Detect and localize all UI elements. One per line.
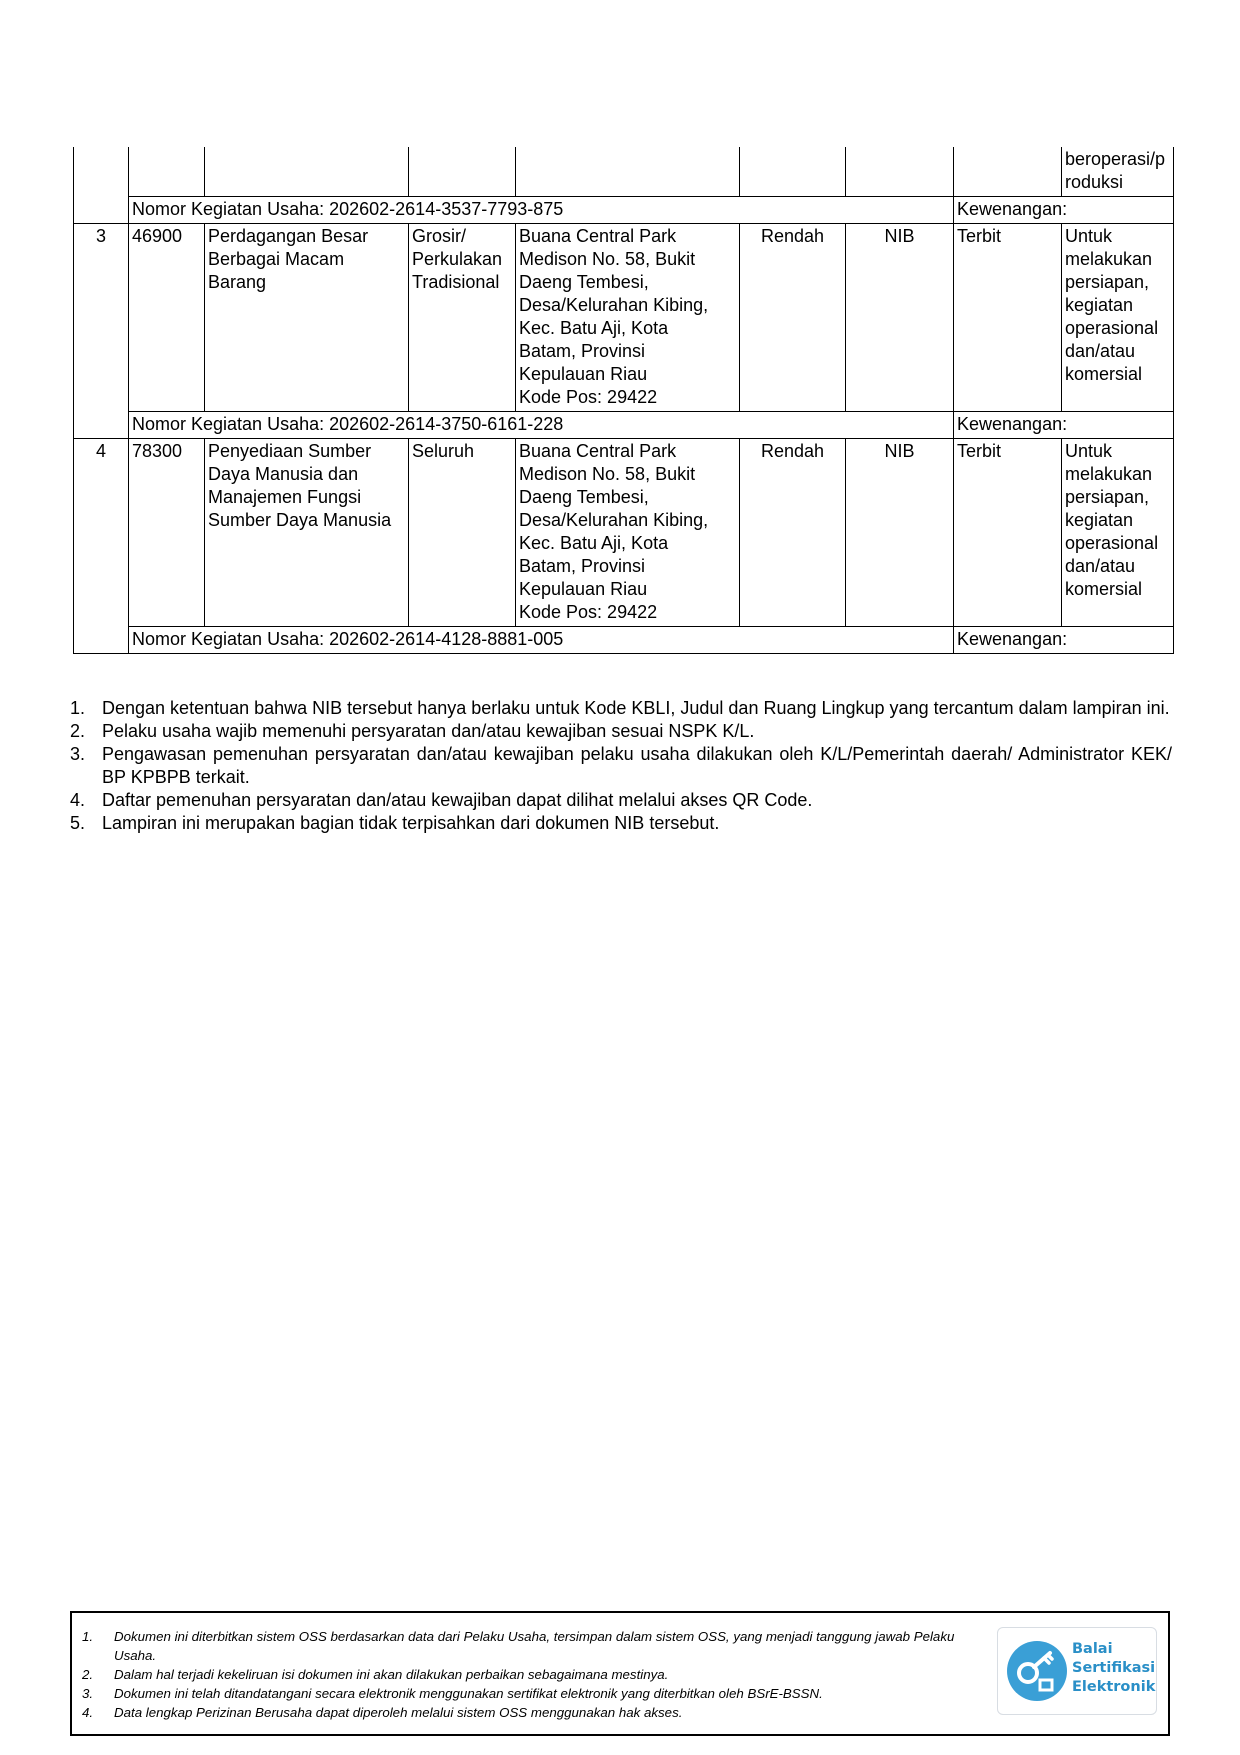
cell-purpose: Untuk melakukan persiapan, kegiatan operasional dan/atau komersial <box>1062 224 1174 412</box>
bsre-emblem-icon <box>1006 1640 1068 1702</box>
footer-item <box>82 1703 982 1722</box>
cell-title: Penyediaan Sumber Daya Manusia dan Manajemen Fungsi Sumber Daya Manusia <box>205 439 409 627</box>
footer-item-text: Dalam hal terjadi kekeliruan isi dokumen ini akan dilakukan perbaikan sebagaimana mestinya. <box>114 1667 669 1682</box>
footer-disclaimer-list <box>82 1627 982 1722</box>
note-item <box>70 697 1172 720</box>
note-number: 4. <box>70 790 86 810</box>
note-item <box>70 743 1172 789</box>
cell-status <box>954 147 1062 197</box>
note-number: 2. <box>70 721 86 741</box>
cell-kbli <box>129 147 205 197</box>
cell-permit-type: NIB <box>846 224 954 412</box>
cell-activity-number: Nomor Kegiatan Usaha: 202602-2614-4128-8881-005 <box>129 627 954 654</box>
note-number: 1. <box>70 698 86 718</box>
note-text: Daftar pemenuhan persyaratan dan/atau kewajiban dapat dilihat melalui akses QR Code. <box>102 790 813 810</box>
cell-address <box>516 147 740 197</box>
cell-purpose: Untuk melakukan persiapan, kegiatan operasional dan/atau komersial <box>1062 439 1174 627</box>
cell-no: 3 <box>74 224 129 439</box>
cell-scope <box>409 147 516 197</box>
table-row <box>74 439 1174 627</box>
footer-item-text: Dokumen ini diterbitkan sistem OSS berdasarkan data dari Pelaku Usaha, tersimpan dalam sistem OSS, yang menjadi tanggung jawab Pelaku Usaha. <box>114 1629 955 1663</box>
cell-activity-number: Nomor Kegiatan Usaha: 202602-2614-3537-7793-875 <box>129 197 954 224</box>
table-row-continuation <box>74 147 1174 197</box>
footer-item-number: 4. <box>82 1705 94 1720</box>
bsre-logo-line: Sertifikasi <box>1072 1660 1156 1676</box>
note-text: Pengawasan pemenuhan persyaratan dan/atau kewajiban pelaku usaha dilakukan oleh K/L/Pemerintah daerah/ Administrator KEK/ BP KPBPB terkait. <box>102 744 1172 787</box>
note-text: Pelaku usaha wajib memenuhi persyaratan dan/atau kewajiban sesuai NSPK K/L. <box>102 721 755 741</box>
table-row-activity-number <box>74 412 1174 439</box>
cell-kewenangan: Kewenangan: <box>954 627 1174 654</box>
cell-kewenangan: Kewenangan: <box>954 197 1174 224</box>
table-row-activity-number <box>74 197 1174 224</box>
footer-item <box>82 1684 982 1703</box>
cell-scope: Grosir/ Perkulakan Tradisional <box>409 224 516 412</box>
footer-item-number: 3. <box>82 1686 94 1701</box>
notes-list <box>70 697 1172 835</box>
footer-item-number: 2. <box>82 1667 94 1682</box>
cell-activity-number: Nomor Kegiatan Usaha: 202602-2614-3750-6161-228 <box>129 412 954 439</box>
cell-risk: Rendah <box>740 439 846 627</box>
cell-address: Buana Central Park Medison No. 58, Bukit Daeng Tembesi, Desa/Kelurahan Kibing, Kec. Batu Aji, Kota Batam, Provinsi Kepulauan Riau Kode Pos: 29422 <box>516 439 740 627</box>
cell-scope: Seluruh <box>409 439 516 627</box>
footer-item-number: 1. <box>82 1629 94 1644</box>
cell-kbli: 46900 <box>129 224 205 412</box>
cell-purpose: beroperasi/p roduksi <box>1062 147 1174 197</box>
note-item <box>70 720 1172 743</box>
cell-risk: Rendah <box>740 224 846 412</box>
cell-permit-type <box>846 147 954 197</box>
note-text: Lampiran ini merupakan bagian tidak terpisahkan dari dokumen NIB tersebut. <box>102 813 720 833</box>
note-number: 3. <box>70 744 86 764</box>
cell-title: Perdagangan Besar Berbagai Macam Barang <box>205 224 409 412</box>
table-row <box>74 224 1174 412</box>
bsre-logo-line: Balai <box>1072 1641 1113 1657</box>
cell-no: 4 <box>74 439 129 654</box>
cell-risk <box>740 147 846 197</box>
cell-kewenangan: Kewenangan: <box>954 412 1174 439</box>
cell-no <box>74 147 129 224</box>
cell-permit-type: NIB <box>846 439 954 627</box>
note-number: 5. <box>70 813 86 833</box>
note-item <box>70 812 1172 835</box>
table-row-activity-number <box>74 627 1174 654</box>
note-text: Dengan ketentuan bahwa NIB tersebut hanya berlaku untuk Kode KBLI, Judul dan Ruang Lingkup yang tercantum dalam lampiran ini. <box>102 698 1170 718</box>
bsre-logo <box>997 1627 1157 1715</box>
footer-item-text: Data lengkap Perizinan Berusaha dapat diperoleh melalui sistem OSS menggunakan hak akses. <box>114 1705 683 1720</box>
footer-item <box>82 1665 982 1684</box>
footer-item-text: Dokumen ini telah ditandatangani secara elektronik menggunakan sertifikat elektronik yang diterbitkan oleh BSrE-BSSN. <box>114 1686 823 1701</box>
cell-address: Buana Central Park Medison No. 58, Bukit Daeng Tembesi, Desa/Kelurahan Kibing, Kec. Batu Aji, Kota Batam, Provinsi Kepulauan Riau Kode Pos: 29422 <box>516 224 740 412</box>
note-item <box>70 789 1172 812</box>
cell-kbli: 78300 <box>129 439 205 627</box>
cell-status: Terbit <box>954 439 1062 627</box>
cell-title <box>205 147 409 197</box>
cell-status: Terbit <box>954 224 1062 412</box>
kbli-table <box>73 147 1174 654</box>
bsre-logo-text <box>1072 1640 1156 1697</box>
footer-disclaimer-box <box>70 1611 1170 1736</box>
footer-item <box>82 1627 982 1665</box>
bsre-logo-line: Elektronik <box>1072 1679 1156 1695</box>
